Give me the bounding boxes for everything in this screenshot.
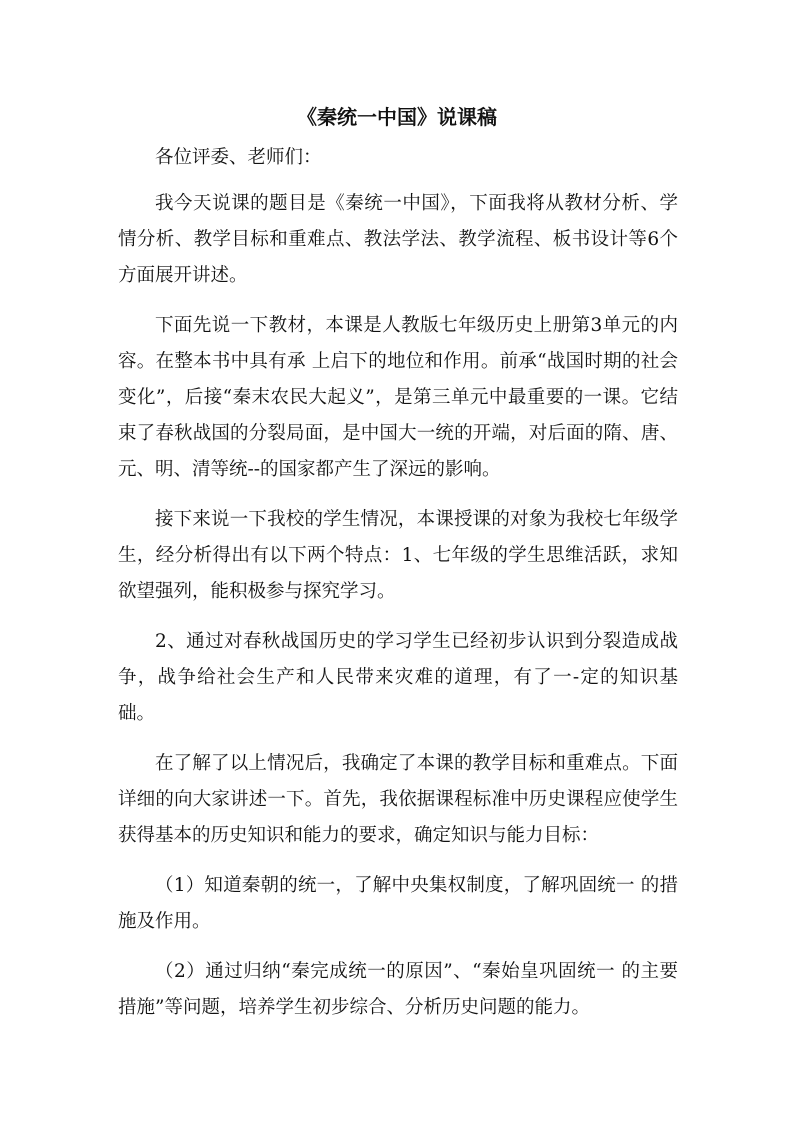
paragraph-salutation: 各位评委、老师们： <box>155 147 322 168</box>
paragraph-teaching-goals: 在了解了以上情况后，我确定了本课的教学目标和重难点。下面详细的向大家讲述一下。首先，我依据课程标准中历史课程应使学生获得基本的历史知识和能力的要求，确定知识与能力目标： <box>118 753 678 846</box>
paragraph-student-point-2: 2、通过对春秋战国历史的学习学生已经初步认识到分裂造成战争，战争给社会生产和人民带来灾难的道理，有了一-定的知识基础。 <box>118 631 678 724</box>
paragraph-goal-2: （2）通过归纳“秦完成统一的原因”、“秦始皇巩固统一 的主要措施”等问题，培养学生初步综合、分析历史问题的能力。 <box>118 961 678 1018</box>
paragraph-intro: 我今天说课的题目是《秦统一中国》，下面我将从教材分析、学情分析、教学目标和重难点、教法学法、教学流程、板书设计等6个方面展开讲述。 <box>118 193 678 286</box>
paragraph-goal-1: （1）知道秦朝的统一，了解中央集权制度，了解巩固统一 的措施及作用。 <box>118 875 678 932</box>
document-title: 《秦统一中国》说课稿 <box>297 105 497 129</box>
paragraph-textbook-analysis: 下面先说一下教材，本课是人教版七年级历史上册第3单元的内容。在整本书中具有承 上启下的地位和作用。前承“战国时期的社会变化”，后接“秦末农民大起义”，是第三单元中最重要的一课。它结束了春秋战国的分裂局面，是中国大一统的开端，对后面的隋、唐、元、明、清等统--的国家都产生了深远的影响。 <box>118 315 678 480</box>
paragraph-student-analysis: 接下来说一下我校的学生情况，本课授课的对象为我校七年级学生，经分析得出有以下两个特点：1、七年级的学生思维活跃，求知欲望强列，能积极参与探究学习。 <box>118 509 678 602</box>
document-body <box>118 140 678 1040</box>
